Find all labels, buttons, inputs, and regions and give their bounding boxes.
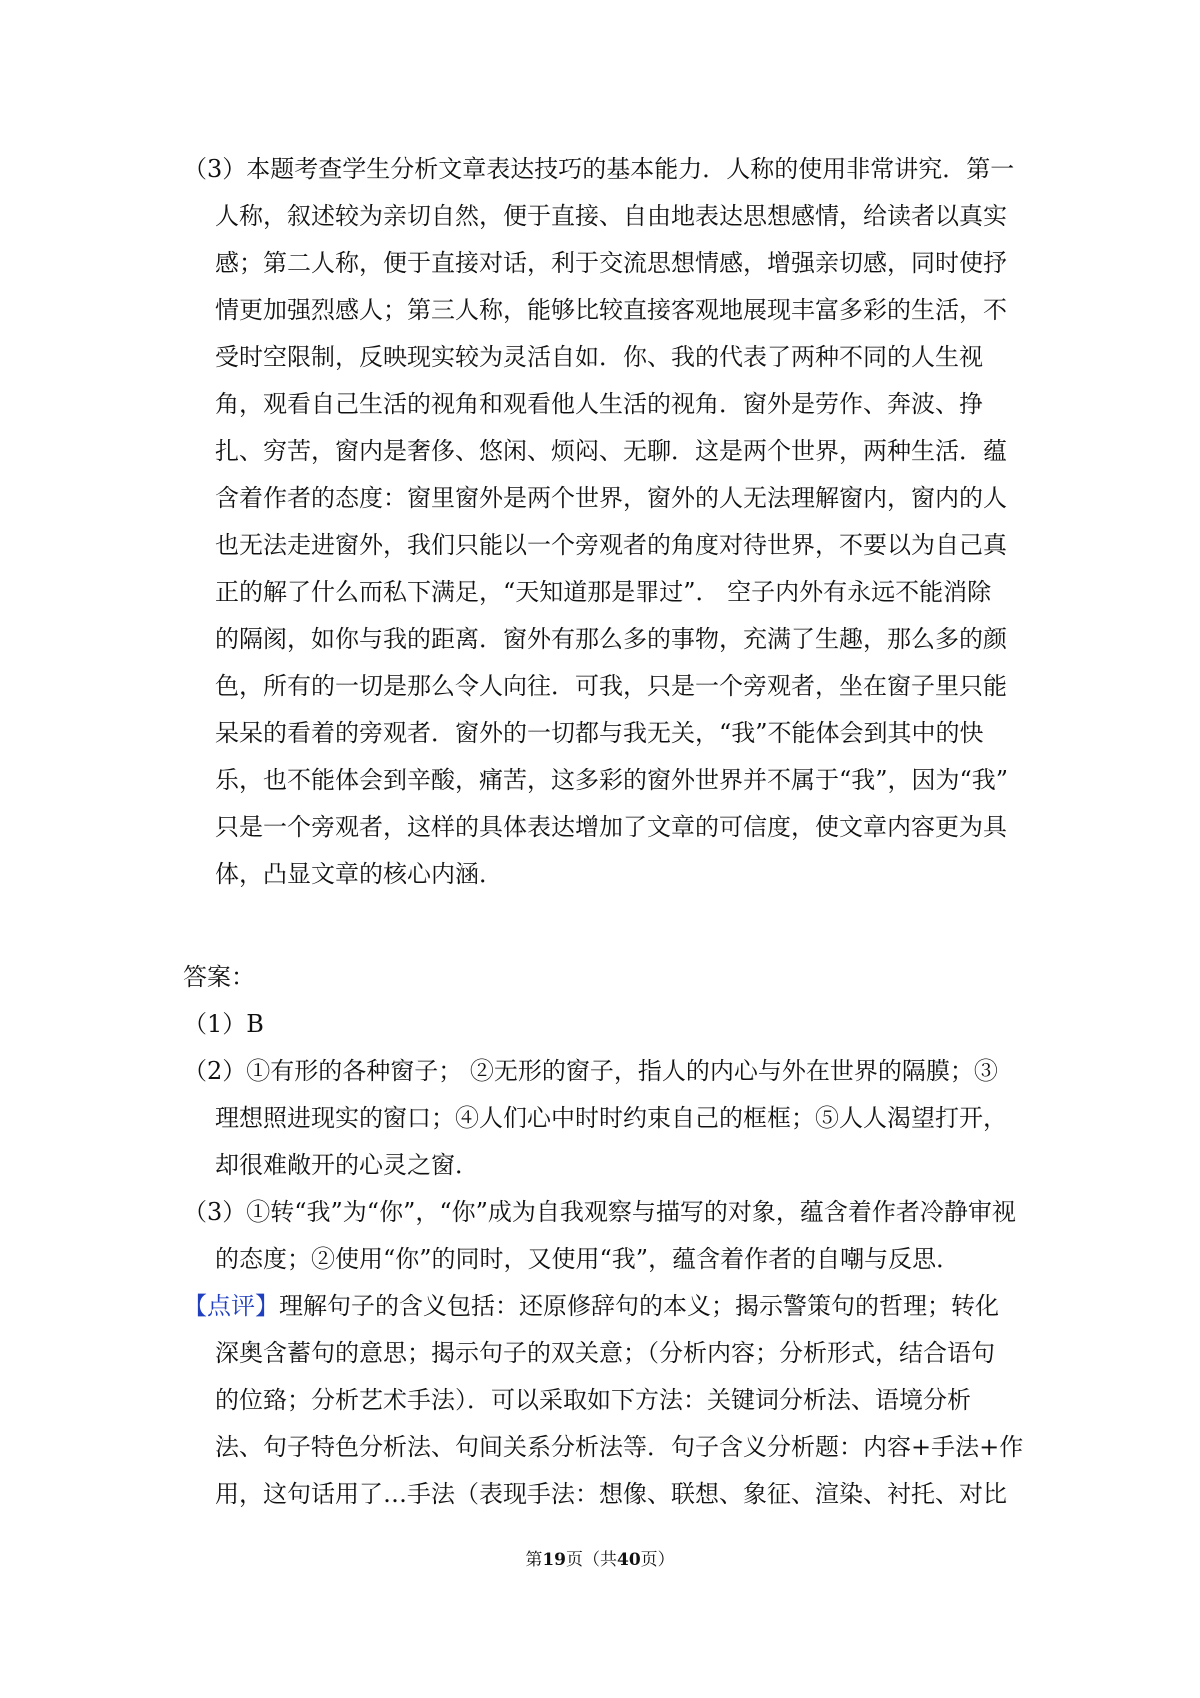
answer-1: （1）B	[183, 1010, 264, 1038]
answer-2-line: 却很难敞开的心灵之窗．	[215, 1151, 479, 1179]
text-line: 情更加强烈感人；第三人称，能够比较直接客观地展现丰富多彩的生活，不	[215, 296, 1007, 324]
answer-3-line: （3）①转“我”为“你”，“你”成为自我观察与描写的对象，蕴含着作者冷静审视	[183, 1198, 1016, 1226]
text-line: 乐，也不能体会到辛酸，痛苦，这多彩的窗外世界并不属于“我”，因为“我”	[215, 766, 1009, 794]
answer-3-line: 的态度；②使用“你”的同时，又使用“我”，蕴含着作者的自嘲与反思．	[215, 1245, 961, 1273]
remark-line: 法、句子特色分析法、句间关系分析法等．句子含义分析题：内容+手法+作	[215, 1433, 1024, 1461]
text-line: 的隔阂，如你与我的距离．窗外有那么多的事物，充满了生趣，那么多的颜	[215, 625, 1007, 653]
page-footer	[0, 1548, 1200, 1572]
text-line: 只是一个旁观者，这样的具体表达增加了文章的可信度，使文章内容更为具	[215, 813, 1007, 841]
text-line: 呆呆的看着的旁观者．窗外的一切都与我无关，“我”不能体会到其中的快	[215, 719, 984, 747]
explanation-paragraph-3	[183, 146, 1033, 898]
remark-text: 理解句子的含义包括：还原修辞句的本义；揭示警策句的哲理；转化	[279, 1292, 999, 1320]
remark-tag: 【点评】	[183, 1292, 279, 1320]
text-line: 感；第二人称，便于直接对话，利于交流思想情感，增强亲切感，同时使抒	[215, 249, 1007, 277]
remark-block	[183, 1283, 1033, 1518]
footer-total-pages: 40	[617, 1550, 641, 1570]
text-line: 含着作者的态度：窗里窗外是两个世界，窗外的人无法理解窗内，窗内的人	[215, 484, 1007, 512]
remark-line: 用，这句话用了…手法（表现手法：想像、联想、象征、渲染、衬托、对比	[215, 1480, 1007, 1508]
text-line: 正的解了什么而私下满足，“天知道那是罪过”． 空子内外有永远不能消除	[215, 578, 992, 606]
footer-page-number: 19	[542, 1550, 566, 1570]
answer-label: 答案：	[183, 963, 255, 991]
remark-line: 的位臵；分析艺术手法）．可以采取如下方法：关键词分析法、语境分析	[215, 1386, 971, 1414]
text-line: （3）本题考查学生分析文章表达技巧的基本能力．人称的使用非常讲究．第一	[183, 155, 1015, 183]
remark-line: 深奥含蓄句的意思；揭示句子的双关意；（分析内容；分析形式，结合语句	[215, 1339, 995, 1367]
text-line: 受时空限制，反映现实较为灵活自如．你、我的代表了两种不同的人生视	[215, 343, 983, 371]
text-line: 也无法走进窗外，我们只能以一个旁观者的角度对待世界，不要以为自己真	[215, 531, 1007, 559]
footer-mid: 页（共	[566, 1550, 617, 1570]
text-line: 扎、穷苦，窗内是奢侈、悠闲、烦闷、无聊．这是两个世界，两种生活．蕴	[215, 437, 1007, 465]
answer-2-line: （2）①有形的各种窗子； ②无形的窗子，指人的内心与外在世界的隔膜；③	[183, 1057, 998, 1085]
answer-2-line: 理想照进现实的窗口；④人们心中时时约束自己的框框；⑤人人渴望打开，	[215, 1104, 1007, 1132]
text-line: 色，所有的一切是那么令人向往．可我，只是一个旁观者，坐在窗子里只能	[215, 672, 1007, 700]
text-line: 人称，叙述较为亲切自然，便于直接、自由地表达思想感情，给读者以真实	[215, 202, 1007, 230]
footer-post: 页）	[640, 1550, 675, 1570]
footer-pre: 第	[525, 1550, 543, 1570]
text-line: 角，观看自己生活的视角和观看他人生活的视角．窗外是劳作、奔波、挣	[215, 390, 983, 418]
answer-block	[183, 1001, 1033, 1283]
remark-first-line	[183, 1283, 1033, 1330]
text-line: 体，凸显文章的核心内涵．	[215, 860, 503, 888]
